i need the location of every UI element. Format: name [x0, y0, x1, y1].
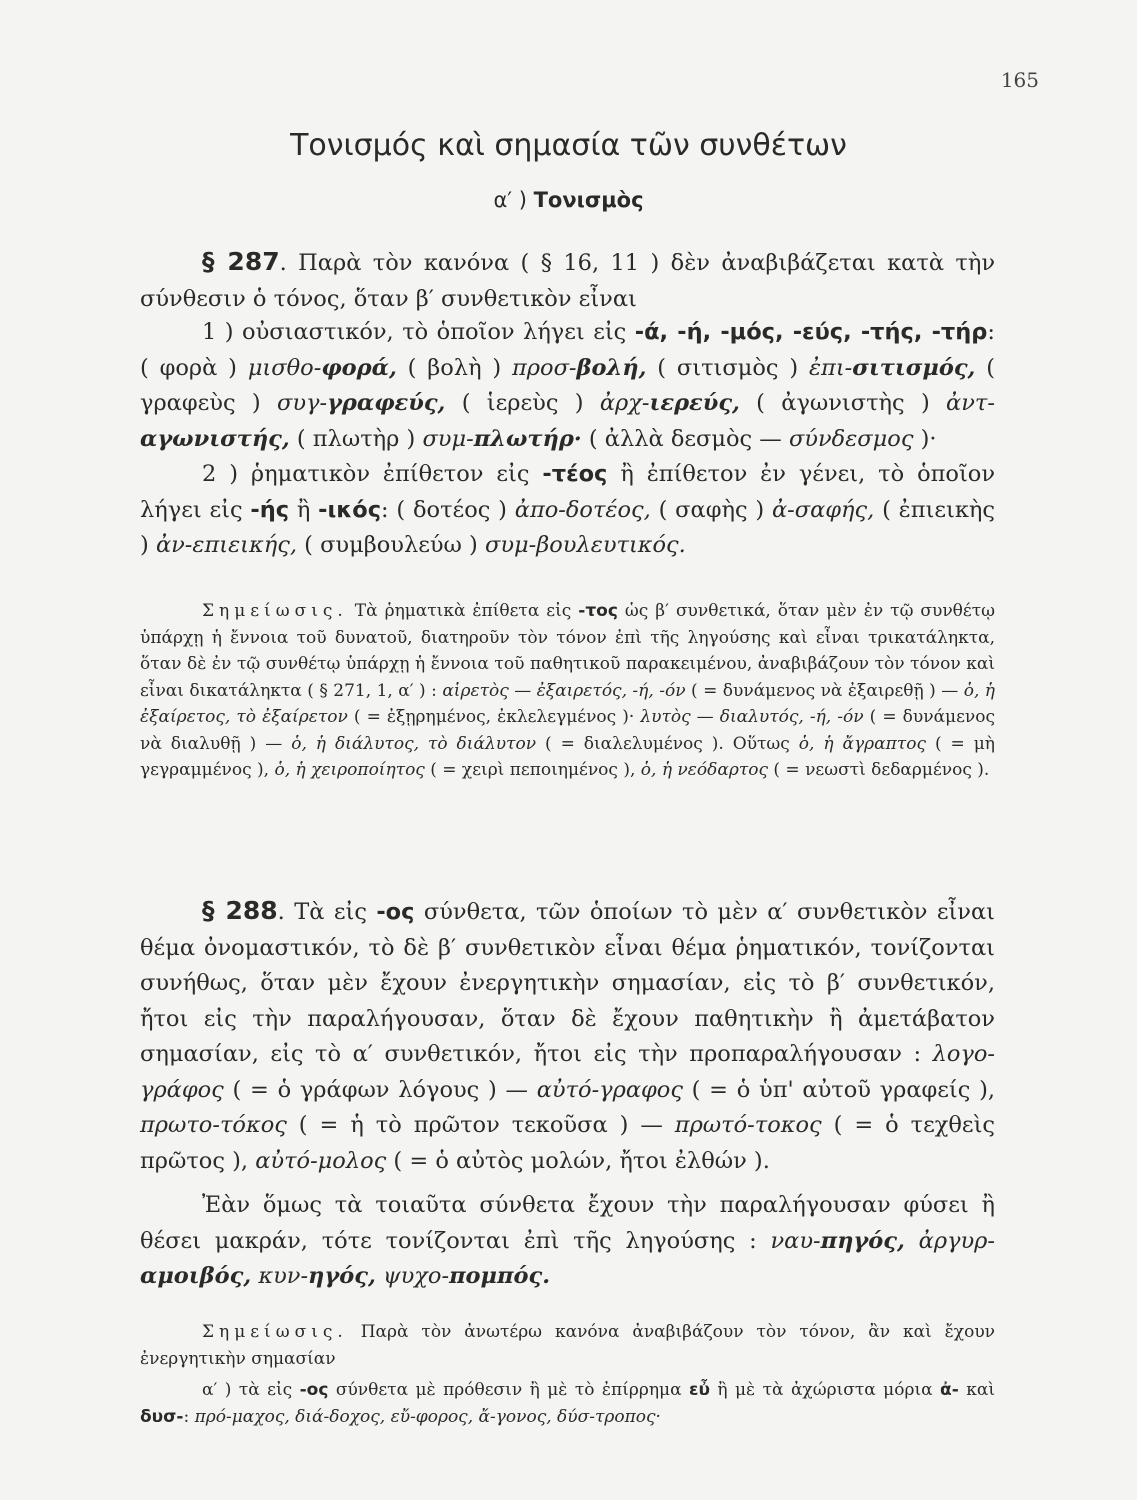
- text-run: ὡς β′ συνθετικά, ὅταν μὲν ἐν τῷ συνθέτῳ ὑπάρχῃ ἡ ἔννοια τοῦ δυνατοῦ, διατηροῦν τὸν τόνον ἐπὶ τῆς ληγούσης καὶ εἶναι τρικατάληκτα, ὅταν δὲ ἐν τῷ συνθέτῳ ὑπάρχῃ ἡ ἔννοια τοῦ παθητικοῦ παρακειμένου, ἀναβιβάζουν τὸν τόνον καὶ εἶναι δικατάληκτα ( § 271, 1, α′ ) :: [140, 601, 995, 701]
- text-run: : ( δοτέος ): [381, 496, 515, 523]
- text-run: § 287: [202, 247, 280, 276]
- text-run: σύνδεσμος: [788, 425, 914, 452]
- text-run: πρό-μαχος, διά-δοχος, εὔ-φορος, ἄ-γονος, δύσ-τροπος·: [194, 1406, 661, 1427]
- text-run: ἀ-σαφής,: [771, 496, 875, 523]
- text-run: αἱρετὸς — ἐξαιρετός, -ή, -όν: [442, 680, 686, 701]
- text-run: σύνθετα, τῶν ὁποίων τὸ μὲν α′ συνθετικὸν εἶναι θέμα ὀνομαστικόν, τὸ δὲ β′ συνθετικὸν εἶναι θέμα ῥηματικόν, τονίζονται συνήθως, ὅταν μὲν ἔχουν ἐνεργητικὴν σημασίαν, εἰς τὸ β′ συνθετικόν, ἤτοι εἰς τὴν παραλήγουσαν, ὅταν δὲ ἔχουν παθητικὴν ἢ ἀμετάβατον σημασίαν, εἰς τὸ α′ συνθετικόν, ἤτοι εἰς τὴν προπαραλήγουσαν :: [140, 899, 995, 1067]
- text-run: ἢ ἐπίθετον ἐν γένει, τὸ ὁποῖον λήγει εἰς: [140, 461, 995, 523]
- paragraph-287-item-1: [140, 315, 995, 457]
- text-run: 1 ) οὐσιαστικόν, τὸ ὁποῖον λήγει εἰς: [202, 319, 635, 345]
- text-run: ( συμβουλεύω ): [296, 532, 485, 558]
- text-run: ὁ, ἡ χειροποίητος: [274, 760, 425, 780]
- text-run: ὁ, ἡ ἄγραπτος: [798, 733, 926, 754]
- section-heading-prefix: α′ ): [493, 188, 534, 212]
- text-run: πομπός.: [449, 1263, 551, 1289]
- text-run: ( ἀλλὰ δεσμὸς —: [581, 425, 789, 452]
- paragraph-288: [140, 893, 995, 1179]
- text-run: α′ ) τὰ εἰς: [202, 1380, 300, 1400]
- text-run: ( = ἐξῃρημένος, ἐκλελεγμένος )·: [347, 707, 641, 727]
- text-run: :: [183, 1406, 195, 1427]
- note-288: [140, 1319, 995, 1372]
- text-run: -ος: [299, 1380, 329, 1400]
- text-run: ἐπι-: [808, 354, 853, 381]
- text-run: ( ἱερεὺς ): [445, 390, 600, 416]
- text-run: ιερεύς,: [649, 390, 740, 416]
- text-run: ὁ, ἡ ἐξαίρετος, τὸ ἐξαίρετον: [140, 680, 995, 727]
- text-run: ἀργυρ-: [918, 1227, 996, 1254]
- text-run: σύνθετα μὲ πρόθεσιν ἢ μὲ τὸ ἐπίρρημα: [328, 1380, 689, 1400]
- text-run: ηγός,: [308, 1263, 376, 1289]
- section-heading: [0, 188, 1137, 212]
- text-run: ἀρχ-: [599, 390, 650, 416]
- text-run: ( = μὴ γεγραμμένος ),: [140, 733, 995, 780]
- text-run: ( = νεωστὶ δεδαρμένος ).: [767, 760, 990, 780]
- text-run: ( βολὴ ): [396, 354, 513, 381]
- text-run: ψυχο-: [382, 1263, 450, 1289]
- text-run: φορά,: [321, 354, 397, 381]
- paragraph-287: [140, 244, 995, 317]
- text-run: ἀ-: [940, 1380, 959, 1400]
- text-run: ( σαφὴς ): [650, 496, 772, 523]
- text-run: ἢ: [289, 496, 319, 523]
- text-run: βολή,: [576, 354, 647, 381]
- text-run: [376, 1263, 383, 1289]
- text-run: συμ-: [422, 425, 474, 452]
- page-number: 165: [1000, 68, 1039, 92]
- text-run: εὖ: [689, 1380, 710, 1400]
- text-run: πλωτήρ·: [473, 425, 582, 452]
- note-288-item-a: [140, 1377, 995, 1430]
- text-run: -ά, -ή, -μός, -εύς, -τής, -τήρ: [634, 319, 988, 345]
- text-run: -ος: [376, 899, 415, 925]
- text-run: πρωτο-τόκος: [140, 1112, 287, 1138]
- text-run: σιτισμός,: [852, 354, 976, 381]
- text-run: ( γραφεὺς ): [140, 354, 995, 416]
- text-run: ἀπο-δοτέος,: [514, 496, 651, 523]
- text-run: . Τὰ εἰς: [277, 899, 377, 925]
- text-run: . Παρὰ τὸν κανόνα ( § 16, 11 ) δὲν ἀναβιβάζεται κατὰ τὴν σύνθεσιν ὁ τόνος, ὅταν β′ συνθετικὸν εἶναι: [140, 250, 995, 312]
- text-run: -ικός: [318, 496, 382, 523]
- text-run: 2 ) ῥηματικὸν ἐπίθετον εἰς: [202, 461, 543, 487]
- text-run: Σημείωσις.: [202, 601, 348, 621]
- text-run: προσ-: [512, 354, 577, 381]
- text-run: αὐτό-γραφος: [536, 1076, 683, 1103]
- text-run: ἀντ-: [946, 390, 995, 416]
- text-run: -ής: [250, 496, 290, 523]
- text-run: ( = δυνάμενος νὰ ἐξαιρεθῇ ) —: [685, 680, 964, 701]
- text-run: Ἐὰν ὅμως τὰ τοιαῦτα σύνθετα ἔχουν τὴν παραλήγουσαν φύσει ἢ θέσει μακράν, τότε τονίζονται ἐπὶ τῆς ληγούσης :: [140, 1192, 995, 1254]
- text-run: αὐτό-μολος: [255, 1147, 387, 1174]
- section-heading-title: Τονισμὸς: [533, 188, 644, 212]
- text-run: [905, 1228, 919, 1254]
- text-run: § 288: [202, 896, 278, 925]
- text-run: ( = διαλελυμένος ). Οὕτως: [536, 733, 799, 754]
- text-run: κυν-: [258, 1263, 309, 1289]
- text-run: αμοιβός,: [140, 1263, 252, 1289]
- text-run: λυτὸς — διαλυτός, -ή, -όν: [640, 707, 864, 727]
- text-run: συμ-βουλευτικός.: [484, 532, 686, 558]
- text-run: ( = ὁ γράφων λόγους ) —: [223, 1076, 537, 1103]
- text-run: Τὰ ῥηματικὰ ἐπίθετα εἰς: [347, 601, 579, 621]
- paragraph-288-continuation: [140, 1188, 995, 1295]
- text-run: ( = ὁ αὐτὸς μολών, ἤτοι ἐλθών ).: [386, 1147, 770, 1174]
- text-run: ναυ-: [770, 1227, 821, 1254]
- text-run: ὁ, ἡ νεόδαρτος: [640, 760, 768, 780]
- text-run: συγ-: [276, 390, 328, 416]
- text-run: Σημείωσις.: [202, 1322, 348, 1342]
- text-run: ( = δυνάμενος νὰ διαλυθῇ ) —: [140, 707, 995, 754]
- text-run: ( πλωτὴρ ): [289, 425, 423, 452]
- text-run: καὶ: [958, 1380, 995, 1400]
- text-run: λογο-γράφος: [140, 1041, 995, 1103]
- text-run: Παρὰ τὸν ἀνωτέρω κανόνα ἀναβιβάζουν τὸν τόνον, ἂν καὶ ἔχουν ἐνεργητικὴν σημασίαν: [140, 1322, 995, 1369]
- text-run: πρωτό-τοκος: [674, 1112, 822, 1138]
- text-run: ( = ἡ τὸ πρῶτον τεκοῦσα ) —: [286, 1112, 675, 1138]
- text-run: ( = ὁ ὑπ' αὐτοῦ γραφείς ),: [682, 1076, 995, 1103]
- text-run: ἢ μὲ τὰ ἀχώριστα μόρια: [709, 1380, 941, 1400]
- text-run: : ( φορὰ ): [140, 319, 995, 381]
- text-run: ( ἐπιεικὴς ): [140, 496, 995, 558]
- text-run: ( ἀγωνιστὴς ): [739, 390, 947, 416]
- paragraph-287-item-2: [140, 457, 995, 564]
- text-run: -τέος: [542, 461, 608, 487]
- text-run: μισθο-: [247, 354, 322, 381]
- text-run: -τος: [578, 601, 618, 621]
- text-run: ( = ὁ τεχθεὶς πρῶτος ),: [140, 1112, 996, 1174]
- text-run: ἀν-επιεικής,: [155, 532, 297, 558]
- chapter-title: Τονισμός καὶ σημασία τῶν συνθέτων: [290, 128, 847, 163]
- text-run: ( = χειρὶ πεποιημένος ),: [424, 760, 641, 780]
- note-287: [140, 598, 995, 784]
- text-run: γραφεύς,: [327, 390, 446, 416]
- text-run: ( σιτισμὸς ): [646, 354, 809, 381]
- text-run: δυσ-: [140, 1406, 184, 1427]
- text-run: )·: [913, 425, 937, 452]
- text-run: πηγός,: [820, 1227, 905, 1254]
- text-run: αγωνιστής,: [140, 425, 290, 452]
- text-run: ὁ, ἡ διάλυτος, τὸ διάλυτον: [291, 733, 537, 754]
